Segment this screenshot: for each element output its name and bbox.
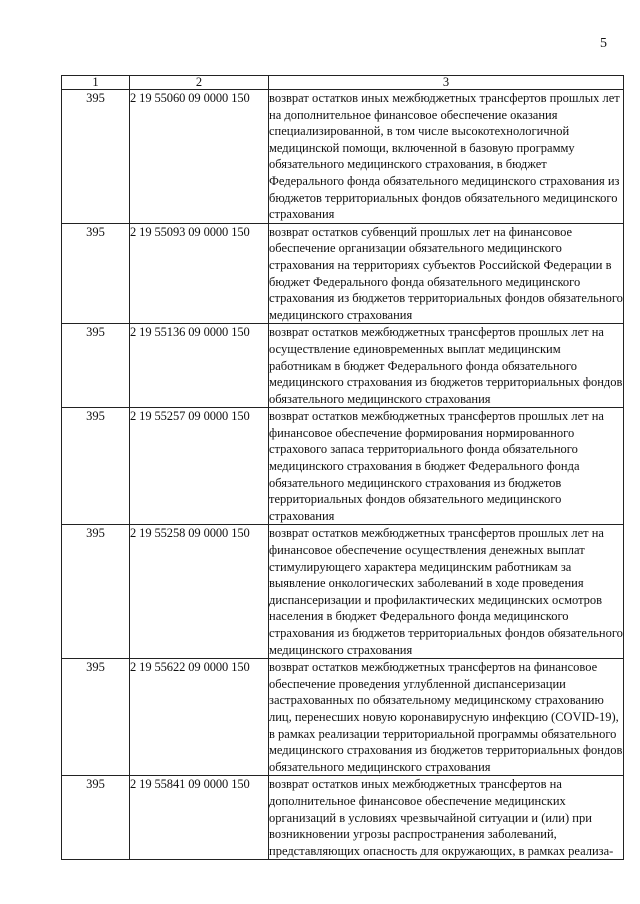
table-row: [62, 324, 624, 408]
admin-code-cell: 395: [62, 525, 130, 659]
table-row: [62, 776, 624, 860]
table-row: [62, 408, 624, 525]
description-cell: возврат остатков межбюджетных трансфертов на финансовое обеспечение проведения углубленной диспансеризации застрахованных по обязательному медицинскому страхованию лиц, перенесших новую коронавирусную инфекцию (COVID-19), в рамках реализации территориальной программы обязательного медицинского страхования из бюджетов территориальных фондов обязательного медицинского страхования: [269, 659, 624, 776]
description-cell: возврат остатков иных межбюджетных трансфертов прошлых лет на дополнительное финансовое обеспечение оказания специализированной, в том числе высокотехнологичной медицинской помощи, включенной в базовую программу обязательного медицинского страхования, в бюджет Федерального фонда обязательного медицинского страхования из бюджетов территориальных фондов обязательного медицинского страхования: [269, 90, 624, 224]
kbk-code-cell: 2 19 55093 09 0000 150: [130, 223, 269, 324]
admin-code-cell: 395: [62, 223, 130, 324]
column-header-1: 1: [62, 76, 130, 90]
table-header-row: [62, 76, 624, 90]
table-row: [62, 659, 624, 776]
budget-codes-table: [61, 75, 624, 860]
admin-code-cell: 395: [62, 659, 130, 776]
admin-code-cell: 395: [62, 324, 130, 408]
table-row: [62, 90, 624, 224]
admin-code-cell: 395: [62, 90, 130, 224]
description-cell: возврат остатков межбюджетных трансфертов прошлых лет на осуществление единовременных выплат медицинским работникам в бюджет Федерального фонда обязательного медицинского страхования из бюджетов территориальных фондов обязательного медицинского страхования: [269, 324, 624, 408]
admin-code-cell: 395: [62, 408, 130, 525]
kbk-code-cell: 2 19 55622 09 0000 150: [130, 659, 269, 776]
column-header-2: 2: [130, 76, 269, 90]
kbk-code-cell: 2 19 55841 09 0000 150: [130, 776, 269, 860]
table-row: [62, 223, 624, 324]
description-cell: возврат остатков субвенций прошлых лет на финансовое обеспечение организации обязательного медицинского страхования на территориях субъектов Российской Федерации в бюджет Федерального фонда обязательного медицинского страхования из бюджетов территориальных фондов обязательного медицинского страхования: [269, 223, 624, 324]
kbk-code-cell: 2 19 55258 09 0000 150: [130, 525, 269, 659]
description-cell: возврат остатков иных межбюджетных трансфертов на дополнительное финансовое обеспечение медицинских организаций в условиях чрезвычайной ситуации и (или) при возникновении угрозы распространения заболеваний, представляющих опасность для окружающих, в рамках реализа-: [269, 776, 624, 860]
kbk-code-cell: 2 19 55060 09 0000 150: [130, 90, 269, 224]
page-number: 5: [600, 36, 607, 51]
kbk-code-cell: 2 19 55257 09 0000 150: [130, 408, 269, 525]
description-cell: возврат остатков межбюджетных трансфертов прошлых лет на финансовое обеспечение формирования нормированного страхового запаса территориального фонда обязательного медицинского страхования в бюджет Федерального фонда обязательного медицинского страхования из бюджетов территориальных фондов обязательного медицинского страхования: [269, 408, 624, 525]
column-header-3: 3: [269, 76, 624, 90]
kbk-code-cell: 2 19 55136 09 0000 150: [130, 324, 269, 408]
description-cell: возврат остатков межбюджетных трансфертов прошлых лет на финансовое обеспечение осуществления денежных выплат стимулирующего характера медицинским работникам за выявление онкологических заболеваний в ходе проведения диспансеризации и профилактических медицинских осмотров населения в бюджет Федерального фонда медицинского страхования из бюджетов территориальных фондов обязательного медицинского страхования: [269, 525, 624, 659]
admin-code-cell: 395: [62, 776, 130, 860]
table-row: [62, 525, 624, 659]
